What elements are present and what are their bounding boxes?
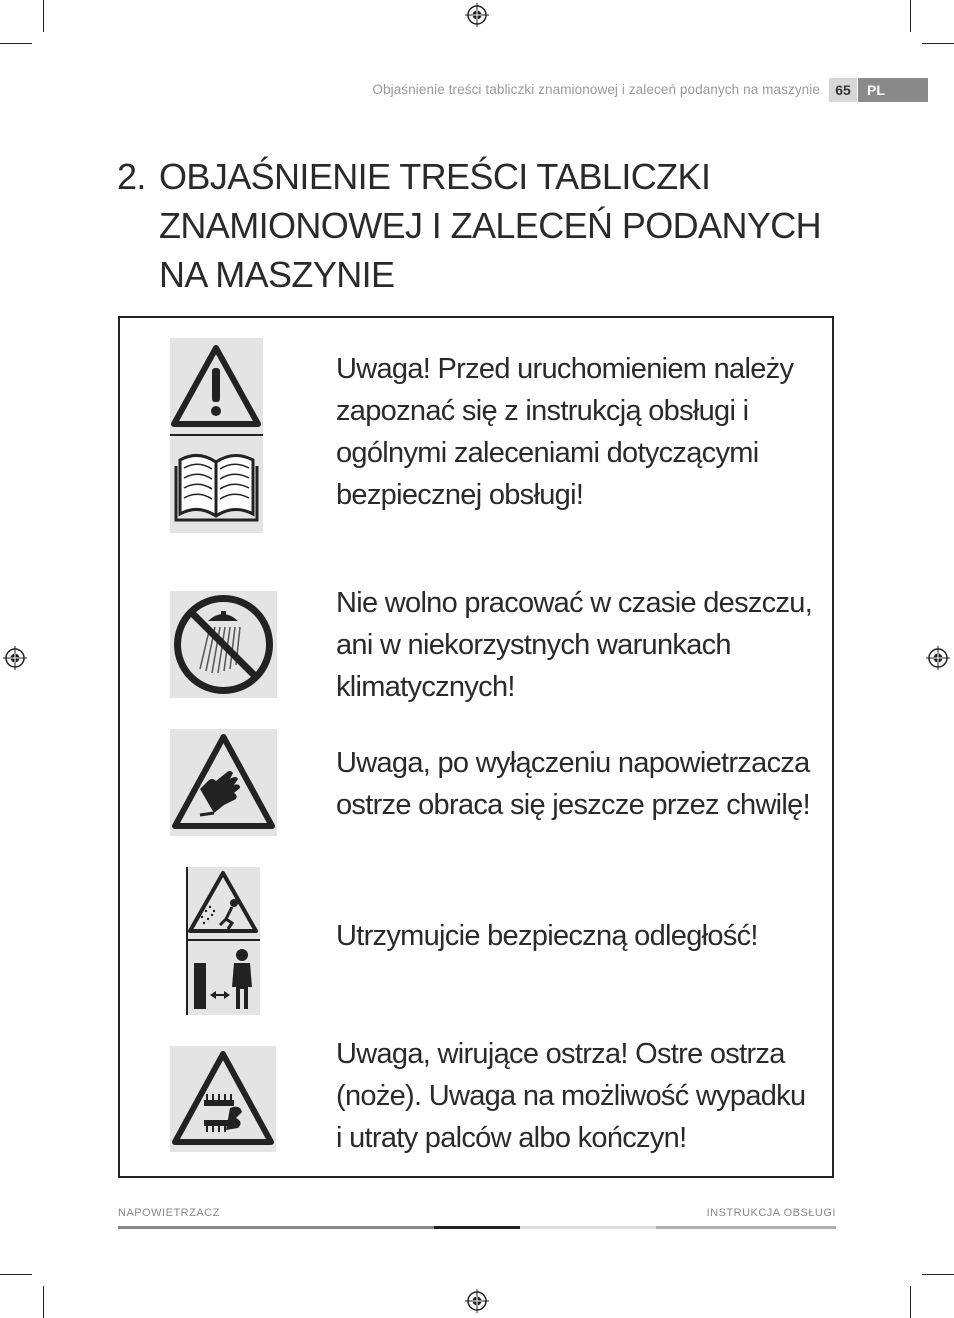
registration-mark-icon [3,646,27,670]
section-number: 2. [117,156,146,197]
no-rain-icon [170,591,277,698]
page-number: 65 [829,78,857,102]
crop-mark [922,1274,954,1275]
title-line-1: 2. OBJAŚNIENIE TREŚCI TABLICZKI [117,152,877,201]
rotating-blades-icon [170,1046,276,1152]
crop-mark [0,43,32,44]
crop-mark [43,0,44,32]
footer-bar [434,1226,520,1229]
footer-bar [520,1226,656,1229]
warning-text-4: Utrzymujcie bezpieczną odległość! [336,920,758,952]
running-header: Objaśnienie treści tabliczki znamionowej i zaleceń podanych na maszynie [372,82,820,97]
warning-text-3: Uwaga, po wyłączeniu napowietrzacza ostrze obraca się jeszcze przez chwilę! [336,747,810,821]
footer-manual-label: INSTRUKCJA OBSŁUGI [706,1207,836,1219]
footer-bar [118,1226,434,1229]
keep-distance-icon [186,867,260,1015]
warning-text-5: Uwaga, wirujące ostrza! Ostre ostrza (noże). Uwaga na możliwość wypadku i utraty palców albo kończyn! [336,1038,806,1154]
registration-mark-icon [926,646,950,670]
warning-text-1: Uwaga! Przed uruchomieniem należy zapoznać się z instrukcją obsługi i ogólnymi zaleceniami dotyczącymi bezpiecznej obsługi! [336,353,794,511]
warning-text-2: Nie wolno pracować w czasie deszczu, ani w niekorzystnych warunkach klimatycznych! [336,587,813,703]
language-badge: PL [858,78,928,102]
footer-bar [656,1226,836,1229]
page-title [117,152,877,299]
blade-rotating-hand-icon [170,729,277,836]
crop-mark [910,0,911,32]
title-line-3: NA MASZYNIE [159,254,395,295]
crop-mark [910,1286,911,1318]
registration-mark-icon [465,1289,489,1313]
crop-mark [0,1274,32,1275]
crop-mark [922,43,954,44]
crop-mark [43,1286,44,1318]
registration-mark-icon [465,3,489,27]
warning-read-manual-icon [170,338,263,533]
title-line-2: ZNAMIONOWEJ I ZALECEŃ PODANYCH [159,205,822,246]
footer-product-name: NAPOWIETRZACZ [118,1207,220,1219]
